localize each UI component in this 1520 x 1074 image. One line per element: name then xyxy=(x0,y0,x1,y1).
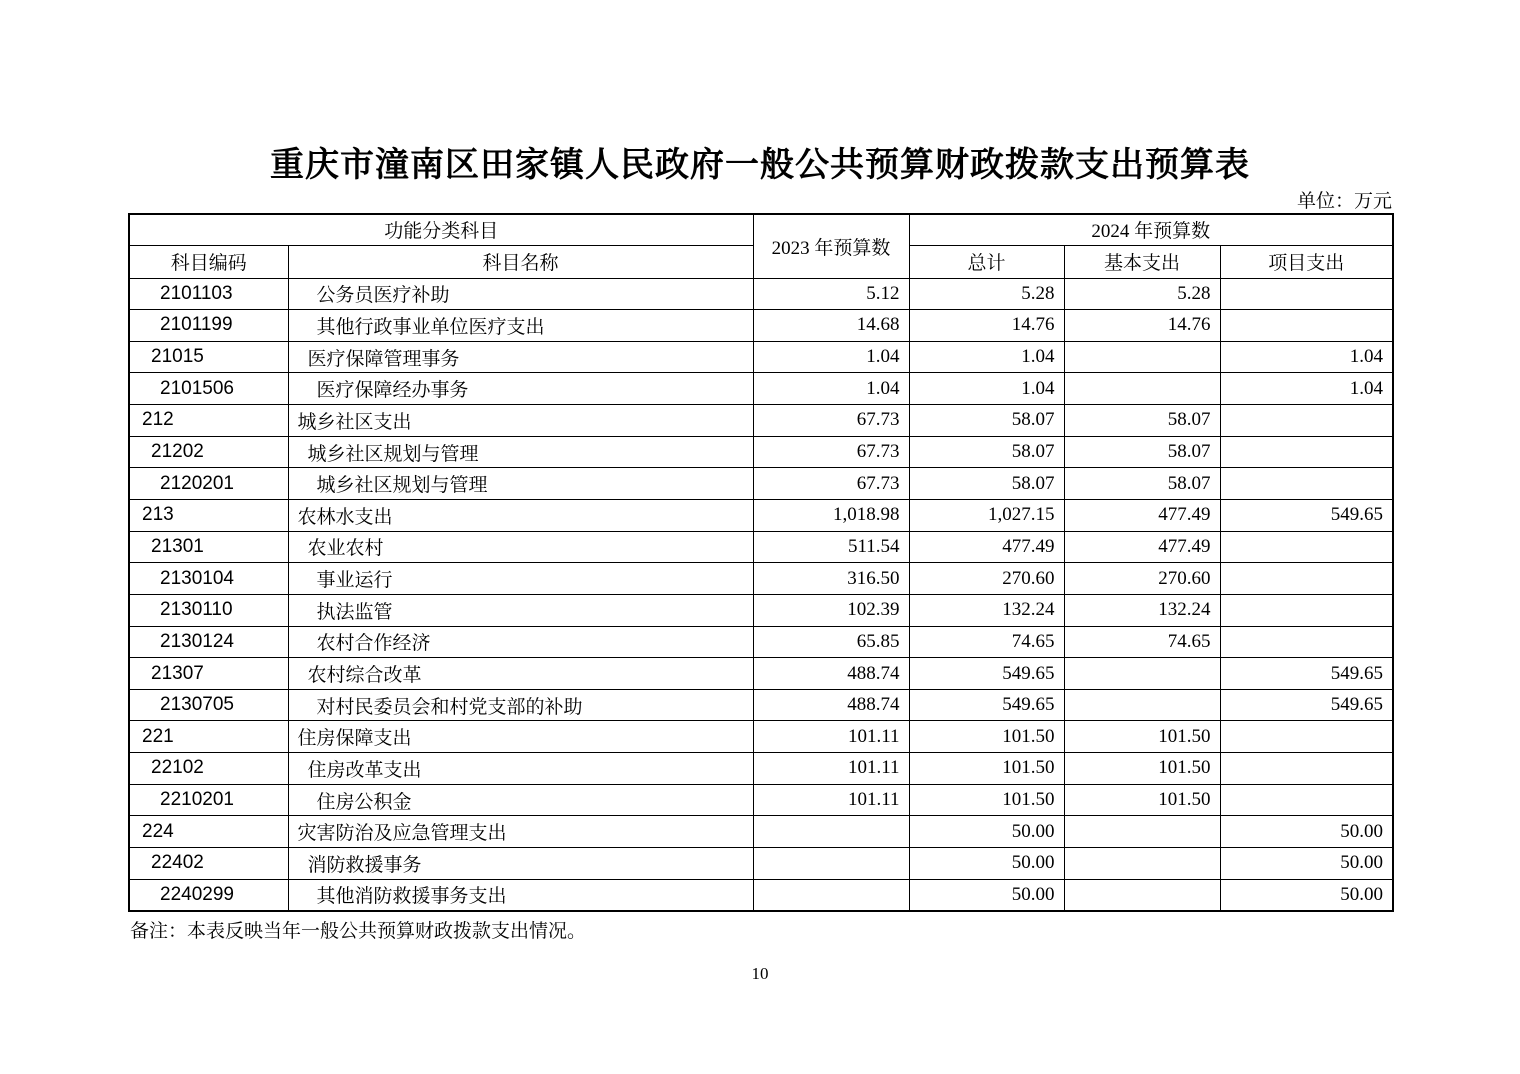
table-row xyxy=(129,436,1393,468)
basic-2024-cell: 132.24 xyxy=(1064,594,1220,626)
table-header xyxy=(129,214,1393,278)
subject-name-cell: 城乡社区规划与管理 xyxy=(288,436,753,468)
budget-2023-cell: 1,018.98 xyxy=(753,499,909,531)
subject-code-cell: 2210201 xyxy=(129,784,288,816)
table-row xyxy=(129,341,1393,373)
table-row xyxy=(129,499,1393,531)
table-row xyxy=(129,531,1393,563)
subject-code-cell: 2101103 xyxy=(129,278,288,310)
subject-code-cell: 2130124 xyxy=(129,626,288,658)
subject-code-cell: 212 xyxy=(129,405,288,437)
budget-2023-cell: 316.50 xyxy=(753,563,909,595)
project-2024-cell xyxy=(1220,626,1393,658)
budget-2023-cell xyxy=(753,879,909,911)
header-subject-code: 科目编码 xyxy=(129,245,288,278)
basic-2024-cell xyxy=(1064,816,1220,848)
basic-2024-cell: 58.07 xyxy=(1064,405,1220,437)
subject-name-cell: 其他消防救援事务支出 xyxy=(288,879,753,911)
budget-2023-cell: 14.68 xyxy=(753,310,909,342)
basic-2024-cell: 5.28 xyxy=(1064,278,1220,310)
subject-code-cell: 21015 xyxy=(129,341,288,373)
page-number: 10 xyxy=(751,964,769,983)
budget-2023-cell xyxy=(753,848,909,880)
project-2024-cell xyxy=(1220,310,1393,342)
table-row xyxy=(129,373,1393,405)
budget-2023-cell: 101.11 xyxy=(753,753,909,785)
total-2024-cell: 58.07 xyxy=(909,405,1064,437)
header-total-2024: 总计 xyxy=(909,245,1064,278)
subject-code-cell: 2130705 xyxy=(129,689,288,721)
header-row-1 xyxy=(129,214,1393,245)
basic-2024-cell xyxy=(1064,848,1220,880)
table-row xyxy=(129,310,1393,342)
table-row xyxy=(129,563,1393,595)
budget-2023-cell: 67.73 xyxy=(753,436,909,468)
project-2024-cell xyxy=(1220,278,1393,310)
subject-code-cell: 21307 xyxy=(129,658,288,690)
budget-2023-cell: 67.73 xyxy=(753,468,909,500)
header-basic-2024: 基本支出 xyxy=(1064,245,1220,278)
subject-name-cell: 住房改革支出 xyxy=(288,753,753,785)
basic-2024-cell: 477.49 xyxy=(1064,531,1220,563)
project-2024-cell xyxy=(1220,468,1393,500)
budget-2023-cell: 5.12 xyxy=(753,278,909,310)
table-row xyxy=(129,658,1393,690)
table-body xyxy=(129,278,1393,911)
header-budget-2024: 2024 年预算数 xyxy=(909,214,1393,245)
budget-2023-cell: 101.11 xyxy=(753,784,909,816)
project-2024-cell xyxy=(1220,784,1393,816)
basic-2024-cell: 58.07 xyxy=(1064,468,1220,500)
subject-name-cell: 事业运行 xyxy=(288,563,753,595)
subject-name-cell: 住房保障支出 xyxy=(288,721,753,753)
subject-code-cell: 221 xyxy=(129,721,288,753)
table-row xyxy=(129,721,1393,753)
budget-2023-cell: 488.74 xyxy=(753,689,909,721)
total-2024-cell: 132.24 xyxy=(909,594,1064,626)
basic-2024-cell: 270.60 xyxy=(1064,563,1220,595)
page-title: 重庆市潼南区田家镇人民政府一般公共预算财政拨款支出预算表 xyxy=(270,146,1250,184)
table-row xyxy=(129,626,1393,658)
basic-2024-cell xyxy=(1064,689,1220,721)
table-row xyxy=(129,689,1393,721)
total-2024-cell: 270.60 xyxy=(909,563,1064,595)
table-row xyxy=(129,816,1393,848)
project-2024-cell: 50.00 xyxy=(1220,879,1393,911)
header-subject-name: 科目名称 xyxy=(288,245,753,278)
total-2024-cell: 58.07 xyxy=(909,468,1064,500)
basic-2024-cell: 14.76 xyxy=(1064,310,1220,342)
budget-2023-cell: 1.04 xyxy=(753,373,909,405)
project-2024-cell xyxy=(1220,753,1393,785)
basic-2024-cell xyxy=(1064,341,1220,373)
basic-2024-cell: 477.49 xyxy=(1064,499,1220,531)
subject-name-cell: 城乡社区规划与管理 xyxy=(288,468,753,500)
total-2024-cell: 477.49 xyxy=(909,531,1064,563)
project-2024-cell xyxy=(1220,405,1393,437)
basic-2024-cell xyxy=(1064,658,1220,690)
subject-name-cell: 消防救援事务 xyxy=(288,848,753,880)
budget-2023-cell: 101.11 xyxy=(753,721,909,753)
basic-2024-cell xyxy=(1064,879,1220,911)
budget-table xyxy=(128,213,1394,912)
subject-name-cell: 农林水支出 xyxy=(288,499,753,531)
budget-2023-cell: 488.74 xyxy=(753,658,909,690)
basic-2024-cell: 101.50 xyxy=(1064,721,1220,753)
subject-code-cell: 2240299 xyxy=(129,879,288,911)
unit-label: 单位：万元 xyxy=(1296,191,1392,212)
budget-2023-cell: 65.85 xyxy=(753,626,909,658)
budget-2023-cell: 1.04 xyxy=(753,341,909,373)
subject-name-cell: 农村合作经济 xyxy=(288,626,753,658)
subject-code-cell: 224 xyxy=(129,816,288,848)
subject-code-cell: 213 xyxy=(129,499,288,531)
total-2024-cell: 5.28 xyxy=(909,278,1064,310)
total-2024-cell: 58.07 xyxy=(909,436,1064,468)
subject-name-cell: 医疗保障经办事务 xyxy=(288,373,753,405)
header-budget-2023: 2023 年预算数 xyxy=(753,214,909,278)
table-row xyxy=(129,848,1393,880)
project-2024-cell: 50.00 xyxy=(1220,848,1393,880)
total-2024-cell: 549.65 xyxy=(909,658,1064,690)
total-2024-cell: 549.65 xyxy=(909,689,1064,721)
total-2024-cell: 101.50 xyxy=(909,721,1064,753)
basic-2024-cell: 58.07 xyxy=(1064,436,1220,468)
subject-name-cell: 执法监管 xyxy=(288,594,753,626)
subject-code-cell: 21301 xyxy=(129,531,288,563)
total-2024-cell: 101.50 xyxy=(909,784,1064,816)
budget-2023-cell xyxy=(753,816,909,848)
subject-code-cell: 22402 xyxy=(129,848,288,880)
table-row xyxy=(129,594,1393,626)
subject-name-cell: 农村综合改革 xyxy=(288,658,753,690)
table-row xyxy=(129,278,1393,310)
total-2024-cell: 101.50 xyxy=(909,753,1064,785)
project-2024-cell: 549.65 xyxy=(1220,499,1393,531)
subject-code-cell: 2101199 xyxy=(129,310,288,342)
basic-2024-cell: 101.50 xyxy=(1064,753,1220,785)
total-2024-cell: 50.00 xyxy=(909,848,1064,880)
total-2024-cell: 14.76 xyxy=(909,310,1064,342)
project-2024-cell: 1.04 xyxy=(1220,373,1393,405)
footnote: 备注：本表反映当年一般公共预算财政拨款支出情况。 xyxy=(130,921,587,942)
project-2024-cell: 1.04 xyxy=(1220,341,1393,373)
subject-code-cell: 22102 xyxy=(129,753,288,785)
total-2024-cell: 50.00 xyxy=(909,879,1064,911)
total-2024-cell: 74.65 xyxy=(909,626,1064,658)
project-2024-cell: 50.00 xyxy=(1220,816,1393,848)
total-2024-cell: 1,027.15 xyxy=(909,499,1064,531)
project-2024-cell xyxy=(1220,563,1393,595)
project-2024-cell xyxy=(1220,531,1393,563)
subject-code-cell: 2101506 xyxy=(129,373,288,405)
total-2024-cell: 1.04 xyxy=(909,373,1064,405)
project-2024-cell xyxy=(1220,436,1393,468)
project-2024-cell xyxy=(1220,594,1393,626)
table-row xyxy=(129,879,1393,911)
header-project-2024: 项目支出 xyxy=(1220,245,1393,278)
table-row xyxy=(129,784,1393,816)
budget-2023-cell: 511.54 xyxy=(753,531,909,563)
subject-name-cell: 其他行政事业单位医疗支出 xyxy=(288,310,753,342)
subject-name-cell: 农业农村 xyxy=(288,531,753,563)
table-row xyxy=(129,405,1393,437)
header-function-group: 功能分类科目 xyxy=(129,214,753,245)
basic-2024-cell: 74.65 xyxy=(1064,626,1220,658)
subject-code-cell: 21202 xyxy=(129,436,288,468)
basic-2024-cell xyxy=(1064,373,1220,405)
subject-name-cell: 住房公积金 xyxy=(288,784,753,816)
project-2024-cell: 549.65 xyxy=(1220,658,1393,690)
project-2024-cell: 549.65 xyxy=(1220,689,1393,721)
subject-name-cell: 医疗保障管理事务 xyxy=(288,341,753,373)
total-2024-cell: 50.00 xyxy=(909,816,1064,848)
subject-name-cell: 对村民委员会和村党支部的补助 xyxy=(288,689,753,721)
total-2024-cell: 1.04 xyxy=(909,341,1064,373)
subject-code-cell: 2120201 xyxy=(129,468,288,500)
subject-name-cell: 城乡社区支出 xyxy=(288,405,753,437)
table-row xyxy=(129,468,1393,500)
project-2024-cell xyxy=(1220,721,1393,753)
subject-code-cell: 2130110 xyxy=(129,594,288,626)
subject-name-cell: 公务员医疗补助 xyxy=(288,278,753,310)
subject-code-cell: 2130104 xyxy=(129,563,288,595)
budget-2023-cell: 67.73 xyxy=(753,405,909,437)
subject-name-cell: 灾害防治及应急管理支出 xyxy=(288,816,753,848)
table-row xyxy=(129,753,1393,785)
budget-2023-cell: 102.39 xyxy=(753,594,909,626)
basic-2024-cell: 101.50 xyxy=(1064,784,1220,816)
